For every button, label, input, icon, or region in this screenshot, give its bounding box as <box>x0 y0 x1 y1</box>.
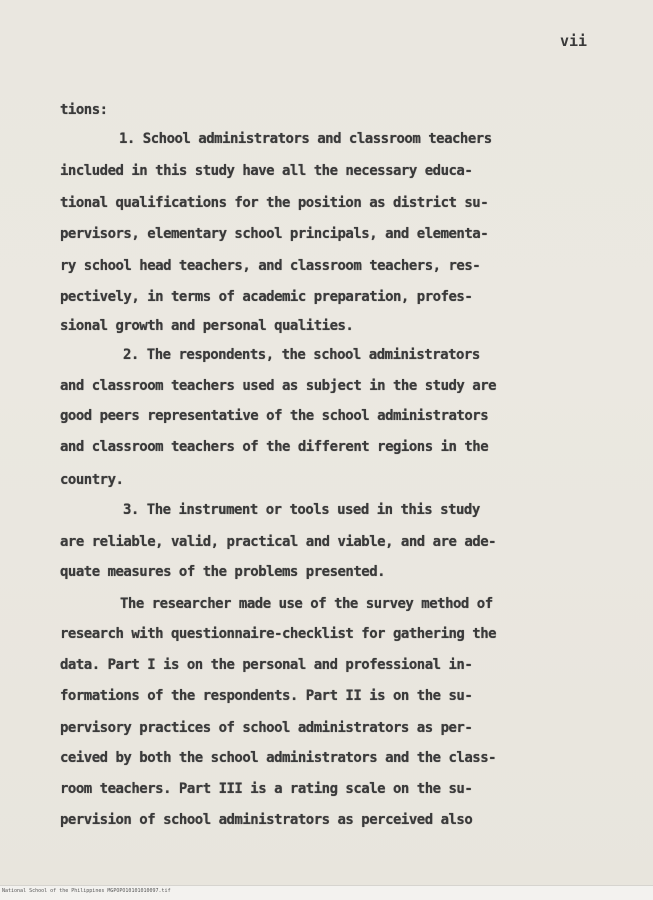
text-line-16: quate measures of the problems presented. <box>60 564 386 580</box>
text-line-3: included in this study have all the necessary educa- <box>60 163 473 179</box>
footer-text: National School of the Philippines MGPOPO10101010097.tif <box>2 888 171 894</box>
text-line-22: ceived by both the school administrators and the class- <box>60 750 497 766</box>
text-line-23: room teachers. Part III is a rating scale on the su- <box>60 781 473 797</box>
footer-strip <box>0 885 653 900</box>
text-line-13: country. <box>60 472 124 488</box>
text-line-24: pervision of school administrators as perceived also <box>60 812 473 828</box>
text-line-14: 3. The instrument or tools used in this study <box>123 502 480 518</box>
text-line-19: data. Part I is on the personal and professional in- <box>60 657 473 673</box>
text-line-12: and classroom teachers of the different regions in the <box>60 439 489 455</box>
text-line-8: sional growth and personal qualities. <box>60 318 354 334</box>
text-line-9: 2. The respondents, the school administrators <box>123 347 480 363</box>
text-line-10: and classroom teachers used as subject in the study are <box>60 378 497 394</box>
text-line-18: research with questionnaire-checklist for gathering the <box>60 626 497 642</box>
text-line-15: are reliable, valid, practical and viable, and are ade- <box>60 534 497 550</box>
text-line-17: The researcher made use of the survey method of <box>120 596 493 612</box>
text-line-5: pervisors, elementary school principals, and elementa- <box>60 226 489 242</box>
text-line-1: tions: <box>60 102 108 118</box>
text-line-20: formations of the respondents. Part II is on the su- <box>60 688 473 704</box>
text-line-7: pectively, in terms of academic preparation, profes- <box>60 289 473 305</box>
text-line-21: pervisory practices of school administrators as per- <box>60 720 473 736</box>
page-number: vii <box>560 32 588 50</box>
text-line-4: tional qualifications for the position as district su- <box>60 195 489 211</box>
text-line-2: 1. School administrators and classroom teachers <box>119 131 492 147</box>
text-line-6: ry school head teachers, and classroom teachers, res- <box>60 258 481 274</box>
text-line-11: good peers representative of the school administrators <box>60 408 489 424</box>
